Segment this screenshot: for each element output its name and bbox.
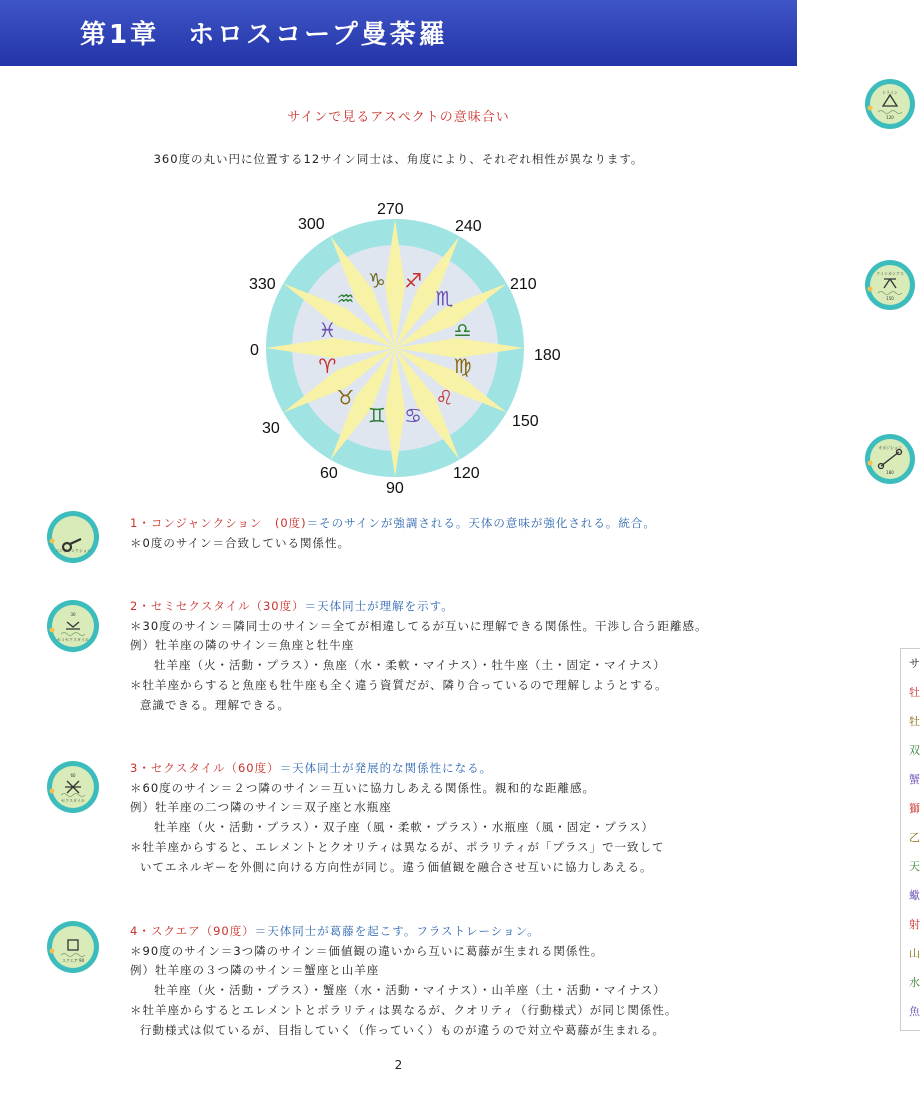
aspect-badge [46,920,100,978]
degree-label: 0 [250,342,259,359]
svg-text:コンジャンクション: コンジャンクション [55,548,91,553]
chapter-title: 第1章 ホロスコープ曼荼羅 [80,20,448,50]
svg-text:オポジション: オポジション [878,445,902,450]
svg-text:120: 120 [886,115,894,120]
aspect-body-line: ＊牡羊座からするとエレメントとポラリティは異なるが、クオリティ（行動様式）が同じ関係性。 [130,1002,678,1017]
sign-glyph: ♑ [367,268,386,293]
svg-text:セクスタイル: セクスタイル [61,798,85,803]
side-table-cell: 魚 [909,1005,920,1018]
svg-text:150: 150 [886,296,894,301]
aspect-body-line: 意識できる。理解できる。 [140,697,290,712]
svg-text:60: 60 [70,773,76,778]
aspect-name: 2・セミセクスタイル（30度） [130,599,305,613]
aspect-section [130,759,665,877]
aspect-body-line: 例）牡羊座の隣のサイン＝魚座と牡牛座 [130,638,355,653]
side-table-cell: 水 [909,976,920,989]
sign-glyph: ♈ [318,354,337,379]
aspect-body-line: 例）牡羊座の二つ隣のサイン＝双子座と水瓶座 [130,800,392,815]
sign-glyph: ♐ [404,268,423,293]
side-sign-table [900,648,920,1031]
sign-glyph: ♍ [453,354,472,379]
sign-glyph: ♎ [453,317,472,342]
aspect-heading [130,597,708,617]
side-aspect-badge [864,259,916,315]
chapter-header [0,0,797,66]
svg-text:30: 30 [70,612,76,617]
aspect-heading [130,759,665,779]
aspect-name: 4・スクエア（90度） [130,924,255,938]
aspect-name: 1・コンジャンクション (0度) [130,516,307,530]
aspect-badge [46,760,100,818]
aspect-body-line: ＊60度のサイン＝２つ隣のサイン＝互いに協力しあえる関係性。親和的な距離感。 [130,780,596,795]
sign-glyph: ♉ [336,385,355,410]
side-table-cell: 獅 [909,802,920,815]
degree-label: 90 [386,480,404,497]
side-aspect-badge [864,78,916,134]
sign-glyph: ♋ [404,403,423,428]
page-number: 2 [394,1058,403,1072]
svg-text:180: 180 [886,470,894,475]
side-table-cell: 牡 [909,715,920,728]
side-table-cell: 蠍 [909,889,920,902]
aspect-body-line: ＊牡羊座からすると魚座も牡牛座も全く違う資質だが、隣り合っているので理解しようとする。 [130,677,668,692]
aspect-body-line: 牡羊座（火・活動・プラス）・双子座（風・柔軟・プラス）・水瓶座（風・固定・プラス） [154,820,654,835]
sign-glyph: ♌ [435,385,454,410]
aspect-meaning: ＝そのサインが強調される。天体の意味が強化される。統合。 [306,516,656,530]
side-table-cell: 牡 [909,686,920,699]
side-aspect-badge [864,433,916,489]
degree-label: 150 [512,413,539,430]
aspect-heading [130,514,656,534]
side-table-cell: 双 [909,744,920,757]
degree-label: 60 [320,465,338,482]
aspect-section [130,514,656,553]
svg-text:セミセクスタイル: セミセクスタイル [57,637,89,642]
degree-label: 240 [455,218,482,235]
aspect-body-line: 例）牡羊座の３つ隣のサイン＝蟹座と山羊座 [130,963,380,978]
side-table-cell: 天 [909,860,920,873]
aspect-section [130,922,677,1040]
degree-label: 210 [510,276,537,293]
svg-text:クインカンクス: クインカンクス [876,271,904,276]
sign-glyph: ♏ [435,286,454,311]
intro-text: 360度の丸い円に位置する12サイン同士は、角度により、それぞれ相性が異なります。 [153,152,644,166]
degree-label: 30 [262,420,280,437]
aspect-meaning: ＝天体同士が葛藤を起こす。フラストレーション。 [254,924,540,938]
sign-glyph: ♒ [336,286,355,311]
side-table-cell: 乙 [909,831,920,844]
aspect-body-line: ＊30度のサイン＝隣同士のサイン＝全てが相違してるが互いに理解できる関係性。干渉し合う距離感。 [130,618,708,633]
aspect-body-line: ＊0度のサイン＝合致している関係性。 [130,535,351,550]
degree-label: 330 [249,276,276,293]
aspect-badge [46,599,100,657]
degree-label: 120 [453,465,480,482]
aspect-name: 3・セクスタイル（60度） [130,761,280,775]
aspect-body-line: 行動様式は似ているが、目指していく（作っていく）ものが違うので対立や葛藤が生まれる。 [140,1022,665,1037]
section-subtitle: サインで見るアスペクトの意味合い [287,110,510,125]
svg-text:トライン: トライン [882,90,898,95]
aspect-body-line: 牡羊座（火・活動・プラス）・魚座（水・柔軟・マイナス）・牡牛座（土・固定・マイナス） [154,658,666,673]
aspect-meaning: ＝天体同士が発展的な関係性になる。 [279,761,493,775]
aspect-badge [46,510,100,568]
degree-label: 180 [534,347,561,364]
side-table-cell: サ [909,657,920,670]
aspect-body-line: ＊90度のサイン＝3つ隣のサイン＝価値観の違いから互いに葛藤が生まれる関係性。 [130,943,604,958]
aspect-body-line: いてエネルギーを外側に向ける方向性が同じ。違う価値観を融合させ互いに協力しあえる。 [140,859,653,874]
side-table-cell: 蟹 [909,773,920,786]
degree-label: 300 [298,216,325,233]
aspect-body-line: 牡羊座（火・活動・プラス）・蟹座（水・活動・マイナス）・山羊座（土・活動・マイナス） [154,983,666,998]
aspect-body-line: ＊牡羊座からすると、エレメントとクオリティは異なるが、ポラリティが「プラス」で一致して [130,839,665,854]
sign-glyph: ♓ [318,317,337,342]
svg-text:スクエア 90: スクエア 90 [61,958,85,963]
aspect-meaning: ＝天体同士が理解を示す。 [304,599,454,613]
degree-label: 270 [377,201,404,218]
side-table-cell: 射 [909,918,920,931]
aspect-section [130,597,708,715]
aspect-heading [130,922,677,942]
sign-glyph: ♊ [367,403,386,428]
side-table-cell: 山 [909,947,920,960]
zodiac-wheel [245,198,545,498]
